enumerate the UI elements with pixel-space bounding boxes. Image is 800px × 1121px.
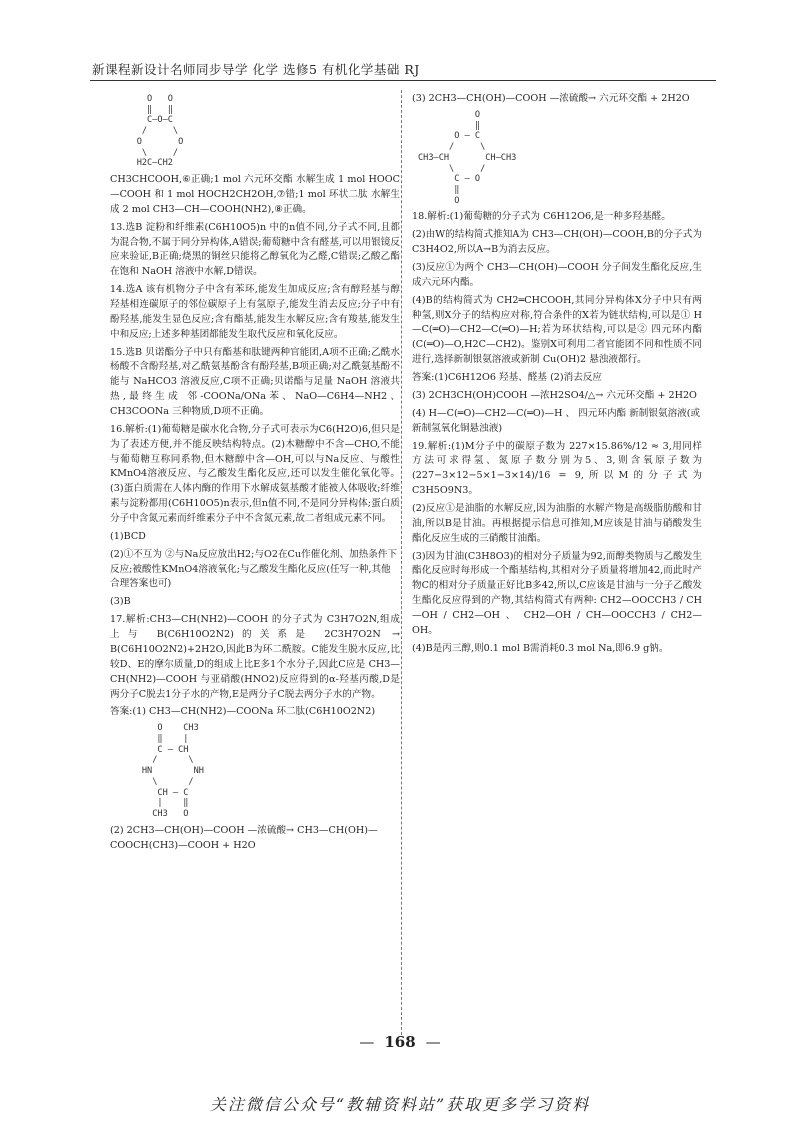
answer-18-part1: 18.解析:(1)葡萄糖的分子式为 C6H12O6,是一种多羟基醛。 <box>412 211 671 223</box>
answer-17-part1: 答案:(1) CH3—CH(NH2)—COONa 环二肽(C6H10O2N2) <box>110 706 376 718</box>
page-number: — 168 — <box>359 1033 441 1051</box>
answer-16-analysis: 16.解析:(1)葡萄糖是碳水化合物,分子式可表示为C6(H2O)6,但只是为了表述方便,并不能反映结构特点。(2)木糖醇中不含—CHO,不能与葡萄糖互称同系物,但木糖醇中含—OH,可以与Na反应、与酸性KMnO4溶液反应、与乙酸发生酯化反应,还可以发生催化氧化等。(3)蛋白质需在人体内酶的作用下水解成氨基酸才能被人体吸收;纤维素与淀粉都用(C6H10O5)n表示,但n值不同,不是同分异构体;蛋白质分子中含氮元素而纤维素分子中不含氮元素,故二者组成元素不同。 <box>110 423 400 525</box>
answer-19-part4: (4)B是丙三醇,则0.1 mol B需消耗0.3 mol Na,即6.9 g钠。 <box>412 642 669 654</box>
lactide-structure: O ‖ O — C / \ CH3—CH CH—CH3 \ / C — O ‖ O <box>418 109 517 206</box>
answer-16-part1: (1)BCD <box>110 530 146 542</box>
footer-watermark: 关注微信公众号“教辅资料站”获取更多学习资料 <box>209 1095 591 1114</box>
answer-19-part2: (2)反应①是油脂的水解反应,因为油脂的水解产物是高级脂肪酸和甘油,所以B是甘油。再根据提示信息可推知,M应该是甘油与硝酸发生酯化反应生成的三硝酸甘油酯。 <box>412 502 702 544</box>
column-divider <box>401 90 402 1035</box>
answer-17-part2: (2) 2CH3—CH(OH)—COOH —浓硫酸→ CH3—CH(OH)—COOCH(CH3)—COOH + H2O <box>110 824 378 851</box>
page-number-value: 168 <box>384 1033 416 1051</box>
answer-14: 14.选A 该有机物分子中含有苯环,能发生加成反应;含有醇羟基与醇羟基相连碳原子的邻位碳原子上有氢原子,能发生消去反应;分子中有酚羟基,能发生显色反应;含有酯基,能发生水解反应;含有羧基,能发生中和反应;上述多种基团都能发生取代反应和氧化反应。 <box>110 284 400 340</box>
cyclic-dipeptide-structure: O CH3 ‖ | C — CH / \ HN NH \ / CH — C | ‖ CH3 O <box>141 723 204 820</box>
answer-17-part3: (3) 2CH3—CH(OH)—COOH —浓硫酸→ 六元环交酯 + 2H2O <box>412 93 690 104</box>
answer-18-key1: 答案:(1)C6H12O6 羟基、醛基 (2)消去反应 <box>412 372 603 384</box>
answer-19-part3: (3)因为甘油(C3H8O3)的相对分子质量为92,而醇类物质与乙酸发生酯化反应时每形成一个酯基结构,其相对分子质量将增加42,而此时产物C的相对分子质量正好比B多42,所以,C应该是甘油与一分子乙酸发生酯化反应得到的产物,其结构简式有两种: CH2—OOCCH3 / CH—OH / CH2—OH 、 CH2—OH / CH—OOCCH3 / CH2—OH。 <box>412 550 702 636</box>
answer-16-part2: (2)①不互为 ②与Na反应放出H2;与O2在Cu作催化剂、加热条件下反应;被酸性KMnO4溶液氧化;与乙酸发生酯化反应(任写一种,其他合理答案也可) <box>110 548 398 590</box>
answer-17-analysis: 17.解析:CH3—CH(NH2)—COOH 的分子式为 C3H7O2N,组成上与 B(C6H10O2N2)的关系是 2C3H7O2N → B(C6H10O2N2)+2H2O,因此B为环二酰胺。C能发生脱水反应,比较D、E的摩尔质量,D的组成上比E多1个水分子,因此C应是 CH3—CH(NH2)—COOH 与亚硝酸(HNO2)反应得到的α-羟基丙酸,D是两分子C脱去1分子水的产物,E是两分子C脱去两分子水的产物。 <box>110 614 400 700</box>
paragraph-continuation: CH3CHCOOH,⑥正确;1 mol 六元环交酯 水解生成 1 mol HOOC—COOH 和 1 mol HOCH2CH2OH,⑦错;1 mol 环状二肽 水解生成 2 mol CH3—CH—COOH(NH2),⑧正确。 <box>110 174 400 215</box>
answer-18-key2: (3) 2CH3CH(OH)COOH —浓H2SO4/△→ 六元环交酯 + 2H2O <box>412 389 697 401</box>
left-column <box>110 92 400 857</box>
answer-18-part4: (4)B的结构简式为 CH2═CHCOOH,其同分异构体X分子中只有两种氢,则X分子的结构应对称,符合条件的X若为链状结构,可以是① H—C(═O)—CH2—C(═O)—H;若为环状结构,可以是② 四元环内酯(C(═O)—O,H2C—CH2)。鉴别X可利用二者官能团不同和性质不同进行,选择新制银氨溶液或新制 Cu(OH)2 悬浊液都行。 <box>412 294 702 366</box>
answer-16-part3: (3)B <box>110 596 131 608</box>
answer-18-part2: (2)由W的结构简式推知A为 CH3—CH(OH)—COOH,B的分子式为 C3H4O2,所以A→B为消去反应。 <box>412 229 702 256</box>
header-divider <box>90 80 716 81</box>
answer-19-part1: 19.解析:(1)M分子中的碳原子数为 227×15.86%/12 ≈ 3,用同样方法可求得氢、氮原子数分别为5、3,则含氧原子数为 (227−3×12−5×1−3×14)/16 = 9,所以M的分子式为 C3H5O9N3。 <box>412 440 702 497</box>
answer-13: 13.选B 淀粉和纤维素(C6H10O5)n 中的n值不同,分子式不同,且都为混合物,不属于同分异构体,A错误;葡萄糖中含有醛基,可以用银镜反应来验证,B正确;烧黑的铜丝只能将乙醇氧化为乙醛,C错误;乙酸乙酯在饱和 NaOH 溶液中水解,D错误。 <box>110 221 400 278</box>
answer-18-key3: (4) H—C(═O)—CH2—C(═O)—H 、 四元环内酯 新制银氨溶液(或新制氢氧化铜悬浊液) <box>412 407 701 434</box>
right-column <box>412 92 702 660</box>
page-header: 新课程新设计名师同步导学 化学 选修5 有机化学基础 RJ <box>92 62 420 77</box>
answer-15: 15.选B 贝诺酯分子中只有酯基和肽键两种官能团,A项不正确;乙酰水杨酸不含酚羟基,对乙酰氨基酚含有酚羟基,B项正确;对乙酰氨基酚不能与 NaHCO3 溶液反应,C项不正确;贝诺酯与足量 NaOH 溶液共热,最终生成 邻-COONa/ONa苯、NaO—C6H4—NH2、CH3COONa 三种物质,D项不正确。 <box>110 346 400 418</box>
cyclic-ester-structure: O O ‖ ‖ C—O—C / \ O O \ / H2C—CH2 <box>136 94 184 169</box>
answer-18-part3: (3)反应①为两个 CH3—CH(OH)—COOH 分子间发生酯化反应,生成六元环内酯。 <box>412 262 702 288</box>
